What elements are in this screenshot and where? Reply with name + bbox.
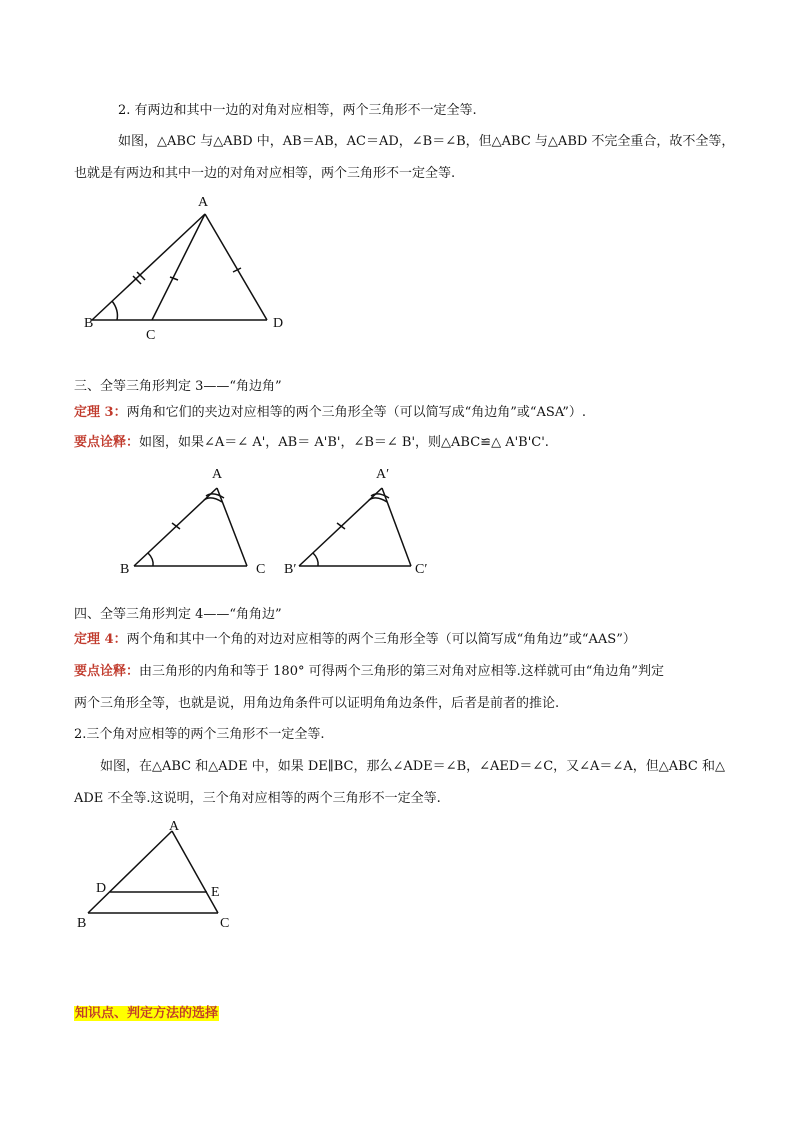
sec3-note-text: 如图，如果∠A＝∠ A'，AB＝ A'B'，∠B＝∠ B'，则△ABC≌△ A'B'C'. xyxy=(139,435,549,450)
fig3-label-b: B xyxy=(77,916,87,931)
sec3-theorem-text: 两角和它们的夹边对应相等的两个三角形全等（可以简写成“角边角”或“ASA”）. xyxy=(126,405,587,420)
sec2-line1: 2. 有两边和其中一边的对角对应相等，两个三角形不一定全等. xyxy=(118,103,477,118)
fig3-label-d: D xyxy=(96,881,107,896)
fig2-label-c-prime: C′ xyxy=(415,562,428,577)
sec2-line3: 也就是有两边和其中一边的对角对应相等，两个三角形不一定全等. xyxy=(74,166,456,181)
fig1-label-b: B xyxy=(84,316,94,331)
fig1-label-a: A xyxy=(198,195,209,210)
fig3-label-c: C xyxy=(220,916,230,931)
sec3-theorem-label: 定理 3： xyxy=(74,405,127,420)
fig2-label-c: C xyxy=(256,562,266,577)
sec4-para1: 如图，在△ABC 和△ADE 中，如果 DE∥BC，那么∠ADE＝∠B，∠AED＝∠C，又∠A＝∠A，但△ABC 和△ xyxy=(100,759,725,774)
fig2-label-b-prime: B′ xyxy=(284,562,297,577)
fig1-label-d: D xyxy=(273,316,284,331)
sec4-title: 四、全等三角形判定 4——“角角边” xyxy=(74,607,282,622)
sec3-note-label: 要点诠释： xyxy=(74,435,140,450)
fig2-label-a: A xyxy=(212,467,223,482)
sec4-note-line2: 两个三角形全等，也就是说，用角边角条件可以证明角角边条件，后者是前者的推论. xyxy=(74,696,560,711)
fig2-label-a-prime: A′ xyxy=(376,467,390,482)
knowledge-point-heading xyxy=(74,1004,219,1024)
fig3-label-a: A xyxy=(169,819,180,834)
fig2-label-b: B xyxy=(120,562,130,577)
knowledge-point-heading-text: 知识点、判定方法的选择 xyxy=(75,1006,219,1021)
sec4-para2: ADE 不全等.这说明，三个角对应相等的两个三角形不一定全等. xyxy=(74,791,441,806)
fig3-label-e: E xyxy=(211,885,220,900)
fig1-label-c: C xyxy=(146,328,156,343)
sec4-note-text1: 由三角形的内角和等于 180° 可得两个三角形的第三对角对应相等.这样就可由“角边角”判定 xyxy=(139,664,665,679)
sec4-theorem-text: 两个角和其中一个角的对边对应相等的两个三角形全等（可以简写成“角角边”或“AAS”） xyxy=(126,632,636,647)
sec4-note-label: 要点诠释： xyxy=(74,664,140,679)
sec2-line2: 如图，△ABC 与△ABD 中，AB＝AB，AC＝AD，∠B＝∠B，但△ABC 与△ABD 不完全重合，故不全等， xyxy=(118,134,735,149)
sec4-item2: 2.三个角对应相等的两个三角形不一定全等. xyxy=(74,727,325,742)
sec3-title: 三、全等三角形判定 3——“角边角” xyxy=(74,379,282,394)
sec4-theorem-label: 定理 4： xyxy=(74,632,127,647)
